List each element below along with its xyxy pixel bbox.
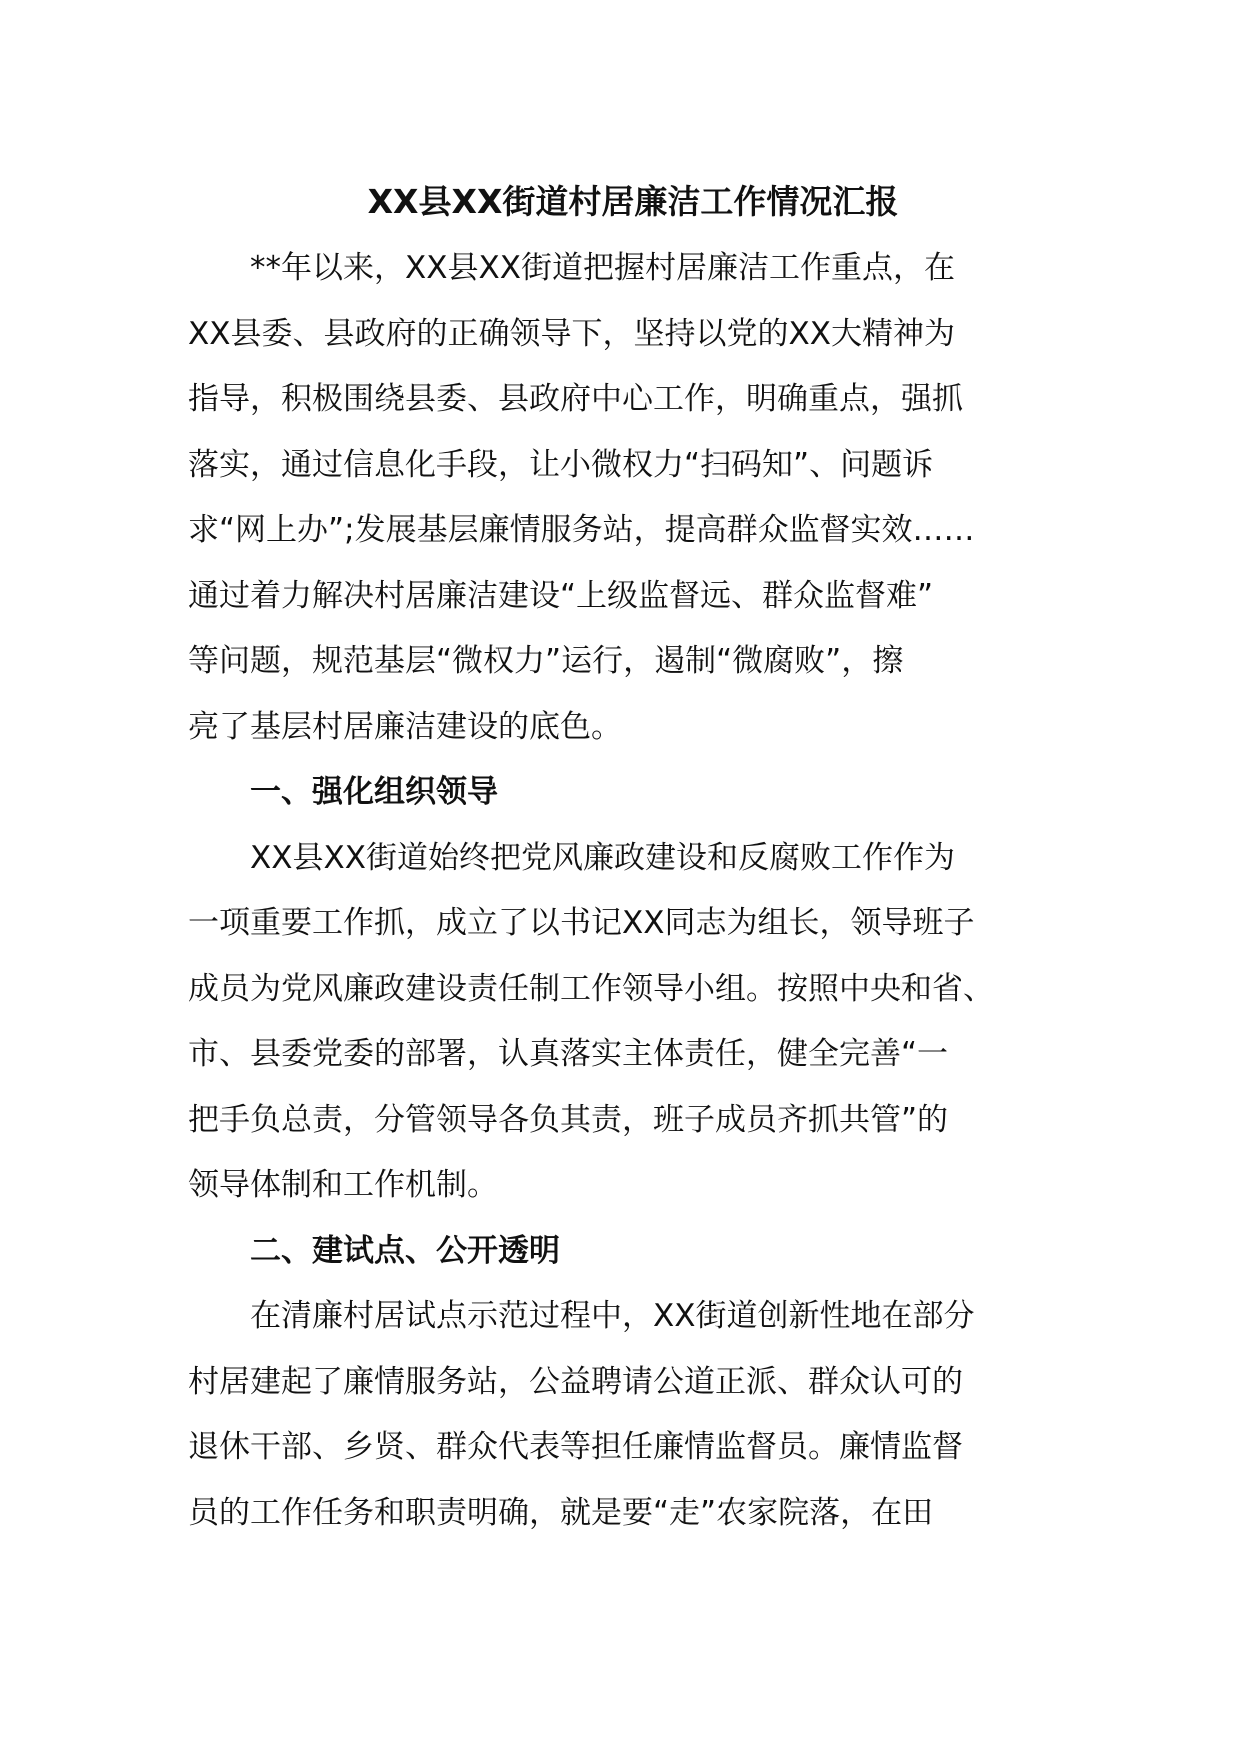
intro-line: 落实，通过信息化手段，让小微权力“扫码知”、问题诉 <box>188 446 934 483</box>
intro-paragraph <box>188 236 1078 760</box>
section-heading-2: 二、建试点、公开透明 <box>250 1232 560 1269</box>
section1-line: 市、县委党委的部署，认真落实主体责任，健全完善“一 <box>188 1036 949 1072</box>
section2-line: 在清廉村居试点示范过程中，XX街道创新性地在部分 <box>250 1298 975 1334</box>
section2-line: 村居建起了廉情服务站，公益聘请公道正派、群众认可的 <box>188 1363 963 1400</box>
document-page <box>188 172 1078 1546</box>
intro-line: 等问题，规范基层“微权力”运行，遏制“微腐败”，擦 <box>188 643 904 679</box>
intro-line: 亮了基层村居廉洁建设的底色。 <box>188 708 622 745</box>
intro-line: XX县委、县政府的正确领导下，坚持以党的XX大精神为 <box>188 315 955 352</box>
intro-line: **年以来，XX县XX街道把握村居廉洁工作重点，在 <box>250 250 955 286</box>
section1-line: 领导体制和工作机制。 <box>188 1167 498 1203</box>
intro-line: 通过着力解决村居廉洁建设“上级监督远、群众监督难” <box>188 577 934 614</box>
section1-paragraph <box>188 826 1078 1219</box>
intro-line: 指导，积极围绕县委、县政府中心工作，明确重点，强抓 <box>188 381 963 417</box>
section2-line: 退休干部、乡贤、群众代表等担任廉情监督员。廉情监督 <box>188 1429 963 1465</box>
section1-line: XX县XX街道始终把党风廉政建设和反腐败工作作为 <box>250 839 955 876</box>
document-title: XX县XX街道村居廉洁工作情况汇报 <box>367 182 899 221</box>
section-heading-1: 一、强化组织领导 <box>250 774 498 810</box>
section2-paragraph <box>188 1284 1078 1546</box>
intro-line: 求“网上办”;发展基层廉情服务站，提高群众监督实效…… <box>188 512 975 548</box>
section1-line: 成员为党风廉政建设责任制工作领导小组。按照中央和省、 <box>188 970 994 1007</box>
section1-line: 把手负总责，分管领导各负其责，班子成员齐抓共管”的 <box>188 1101 949 1138</box>
section1-line: 一项重要工作抓，成立了以书记XX同志为组长，领导班子 <box>188 905 975 941</box>
section2-line: 员的工作任务和职责明确，就是要“走”农家院落，在田 <box>188 1494 934 1531</box>
